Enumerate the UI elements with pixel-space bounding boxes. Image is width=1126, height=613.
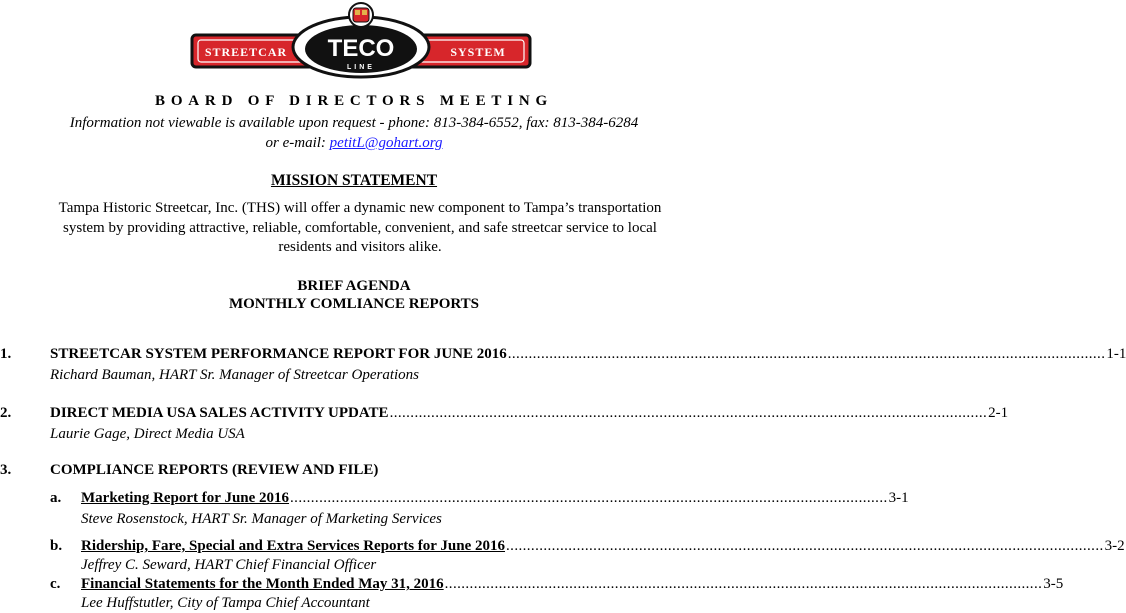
leader-dots: ................................................................................................................................................ [290, 490, 888, 506]
subitem-presenter: Lee Huffstutler, City of Tampa Chief Accountant [81, 595, 370, 611]
item-title: DIRECT MEDIA USA SALES ACTIVITY UPDATE [50, 405, 389, 421]
teco-line-streetcar-logo [190, 2, 532, 80]
subitem-page: 3-5 [1043, 576, 1064, 592]
email-link[interactable]: petitL@gohart.org [329, 135, 443, 151]
item-title: STREETCAR SYSTEM PERFORMANCE REPORT FOR JUNE 2016 [50, 346, 507, 362]
leader-dots: ................................................................................................................................................ [389, 405, 988, 421]
email-line [0, 135, 708, 152]
subitem-letter: a. [50, 490, 62, 506]
item-page: 1-1 [1106, 346, 1126, 362]
item-presenter: Laurie Gage, Direct Media USA [50, 426, 245, 442]
subitem-presenter: Steve Rosenstock, HART Sr. Manager of Marketing Services [81, 511, 442, 527]
contact-info: Information not viewable is available upon request - phone: 813-384-6552, fax: 813-384-6284 [69, 115, 639, 131]
item-number: 2. [0, 405, 12, 421]
subitem-title[interactable]: Ridership, Fare, Special and Extra Services Reports for June 2016 [81, 538, 506, 554]
agenda-item [50, 462, 378, 479]
agenda-heading [0, 277, 708, 313]
subitem-letter: c. [50, 576, 61, 592]
email-prefix: or e-mail: [265, 135, 330, 151]
item-number: 1. [0, 346, 12, 362]
item-page: 2-1 [988, 405, 1009, 421]
mission-title: MISSION STATEMENT [270, 172, 438, 189]
subitem-title[interactable]: Marketing Report for June 2016 [81, 490, 290, 506]
subitem-page: 3-2 [1104, 538, 1125, 554]
agenda-subitem [81, 538, 1125, 555]
agenda-subitem [81, 490, 909, 507]
subitem-presenter: Jeffrey C. Seward, HART Chief Financial Officer [81, 557, 377, 573]
agenda-heading-reports: MONTHLY COMLIANCE REPORTS [228, 296, 480, 312]
logo-sub-word: LINE [347, 64, 375, 71]
agenda-subitem [81, 576, 1064, 593]
agenda-heading-brief: BRIEF AGENDA [297, 278, 411, 294]
subitem-letter: b. [50, 538, 63, 554]
meeting-title: BOARD OF DIRECTORS MEETING [155, 93, 553, 109]
logo-center-word: TECO [327, 35, 395, 62]
leader-dots: ................................................................................................................................................ [507, 346, 1106, 362]
agenda-item [50, 346, 1126, 363]
logo-left-word: STREETCAR [204, 45, 288, 59]
item-presenter: Richard Bauman, HART Sr. Manager of Streetcar Operations [50, 367, 420, 383]
mission-text: Tampa Historic Streetcar, Inc. (THS) will offer a dynamic new component to Tampa’s transportation system by providing attractive, reliable, comfortable, convenient, and safe streetcar service to local residents and visitors alike. [58, 200, 662, 255]
leader-dots: ................................................................................................................................................ [444, 576, 1043, 592]
subitem-title[interactable]: Financial Statements for the Month Ended May 31, 2016 [81, 576, 444, 592]
subitem-page: 3-1 [888, 490, 909, 506]
streetcar-icon [349, 3, 373, 27]
agenda-item [50, 405, 1009, 422]
logo-right-word: SYSTEM [450, 45, 506, 59]
item-number: 3. [0, 462, 12, 478]
item-title: COMPLIANCE REPORTS (REVIEW AND FILE) [50, 462, 379, 478]
leader-dots: ................................................................................................................................................ [506, 538, 1104, 554]
